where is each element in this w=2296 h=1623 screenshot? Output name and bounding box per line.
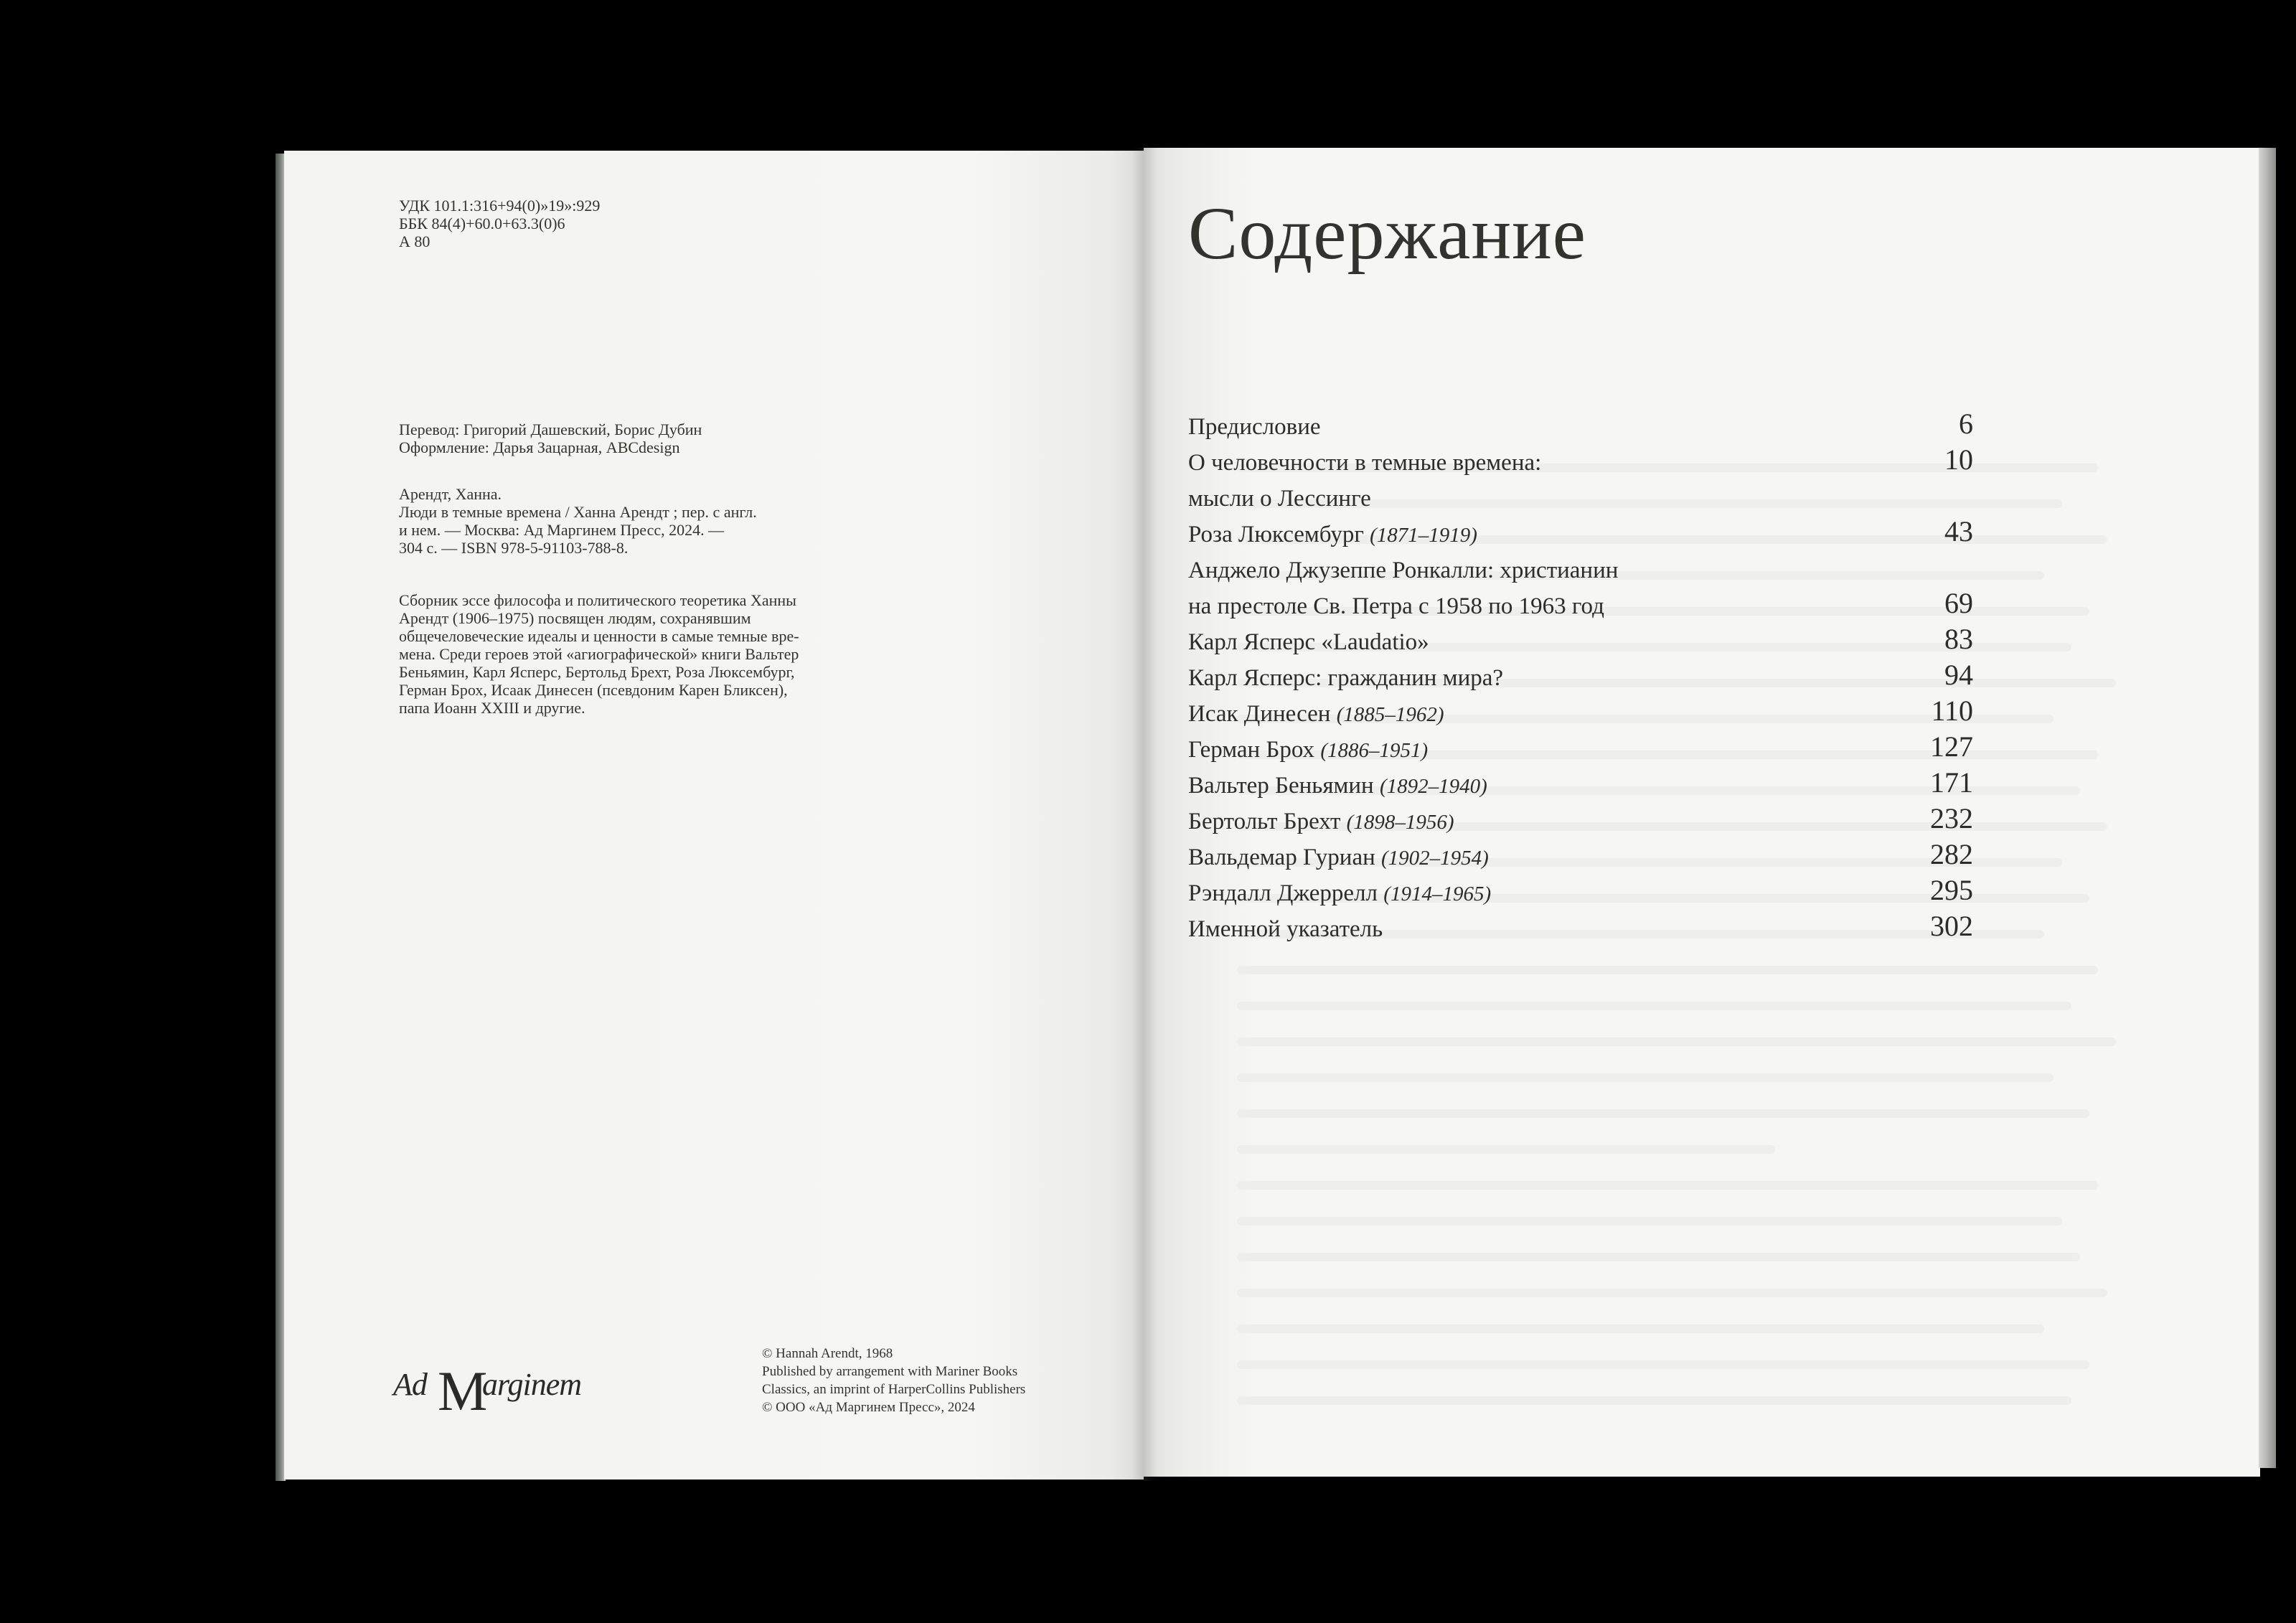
toc-entry xyxy=(1188,804,1973,839)
toc-entry-dates: (1886–1951) xyxy=(1320,739,1429,762)
biblio-line: 304 с. — ISBN 978-5-91103-788-8. xyxy=(399,539,629,557)
toc-entry-dates: (1902–1954) xyxy=(1381,847,1489,870)
toc-entry-title xyxy=(1188,911,1383,947)
publisher-logo xyxy=(393,1359,601,1422)
toc-entry xyxy=(1188,875,1973,911)
toc-entry-name: на престоле Св. Петра с 1958 по 1963 год xyxy=(1188,593,1604,619)
toc-entry-name: Карл Ясперс «Laudatio» xyxy=(1188,629,1429,655)
biblio-line: и нем. — Москва: Ад Маргинем Пресс, 2024. — xyxy=(399,521,725,539)
toc-entry-name: Анджело Джузеппе Ронкалли: христианин xyxy=(1188,558,1619,583)
toc-entry-name: О человечности в темные времена: xyxy=(1188,450,1542,476)
toc-entry xyxy=(1188,768,1973,804)
credits-line: Перевод: Григорий Дашевский, Борис Дубин xyxy=(399,420,702,438)
copyright-line: © Hannah Arendt, 1968 xyxy=(762,1346,893,1361)
classification-line: А 80 xyxy=(399,232,430,250)
logo-rest: arginem xyxy=(482,1367,582,1402)
toc-entry-title xyxy=(1188,445,1541,481)
toc-entry-name: Предисловие xyxy=(1188,414,1321,440)
toc-entry xyxy=(1188,732,1973,768)
toc-entry-name: Вальтер Беньямин xyxy=(1188,773,1380,799)
annotation-line: мена. Среди героев этой «агиографической» книги Вальтер xyxy=(399,645,799,663)
toc-entry-title xyxy=(1188,552,1618,588)
toc-entry-title xyxy=(1188,839,1489,876)
toc-entry-title xyxy=(1188,732,1428,768)
toc-entry-title xyxy=(1188,409,1321,445)
toc-entry xyxy=(1188,624,1973,660)
annotation-line: Беньямин, Карл Ясперс, Бертольд Брехт, Роза Люксембург, xyxy=(399,663,795,681)
logo-ad: Ad xyxy=(393,1367,427,1402)
toc-entry-page-number: 282 xyxy=(1930,838,1973,870)
toc-entry-name: Рэндалл Джеррелл xyxy=(1188,880,1384,906)
toc-entry-title xyxy=(1188,481,1371,517)
toc-entry xyxy=(1188,588,1973,624)
toc-entry-title xyxy=(1188,624,1429,660)
toc-entry-name: Вальдемар Гуриан xyxy=(1188,845,1381,870)
toc-entry-title xyxy=(1188,768,1487,804)
toc-entry-page-number: 10 xyxy=(1944,443,1973,476)
toc-entry-page-number: 302 xyxy=(1930,910,1973,942)
toc-entry-name: Карл Ясперс: гражданин мира? xyxy=(1188,665,1504,691)
toc-entry-name: Исак Динесен xyxy=(1188,701,1337,727)
toc-entry xyxy=(1188,552,1973,588)
credits-line: Оформление: Дарья Зацарная, ABCdesign xyxy=(399,438,680,456)
left-page xyxy=(284,151,1144,1479)
toc-entry-dates: (1914–1965) xyxy=(1383,883,1492,905)
classification-line: ББК 84(4)+60.0+63.3(0)6 xyxy=(399,215,565,232)
toc-entry-page-number: 83 xyxy=(1944,623,1973,655)
toc-entry-title xyxy=(1188,804,1454,840)
credits-block xyxy=(399,420,702,456)
toc-entry-name: Герман Брох xyxy=(1188,737,1321,763)
toc-entry xyxy=(1188,660,1973,696)
toc-entry-page-number: 295 xyxy=(1930,874,1973,906)
toc-entry-page-number: 171 xyxy=(1930,766,1973,799)
toc-entry xyxy=(1188,445,1973,481)
toc-entry xyxy=(1188,911,1973,947)
toc-entry xyxy=(1188,696,1973,732)
toc-entry-name: Бертольт Брехт xyxy=(1188,809,1347,834)
book-gutter xyxy=(1132,148,1157,1481)
toc-entry-dates: (1898–1956) xyxy=(1346,811,1454,834)
toc-entry-page-number: 43 xyxy=(1944,515,1973,547)
annotation-line: Сборник эссе философа и политического теоретика Ханны xyxy=(399,591,796,609)
table-of-contents xyxy=(1188,409,1973,947)
toc-entry-page-number: 232 xyxy=(1930,802,1973,834)
toc-entry xyxy=(1188,839,1973,875)
annotation-line: Арендт (1906–1975) посвящен людям, сохранявшим xyxy=(399,609,751,627)
toc-entry xyxy=(1188,409,1973,445)
toc-entry-dates: (1871–1919) xyxy=(1370,524,1477,547)
book-edge-right xyxy=(2259,148,2276,1468)
toc-entry-title xyxy=(1188,588,1604,624)
toc-entry-dates: (1885–1962) xyxy=(1336,703,1444,726)
toc-entry xyxy=(1188,517,1973,552)
toc-entry-page-number: 94 xyxy=(1944,659,1973,691)
classification-line: УДК 101.1:316+94(0)»19»:929 xyxy=(399,197,601,215)
annotation-line: общечеловеческие идеалы и ценности в самые темные вре- xyxy=(399,627,799,645)
toc-entry-page-number: 69 xyxy=(1944,587,1973,619)
toc-entry-title xyxy=(1188,660,1503,696)
bibliographic-record xyxy=(399,485,757,557)
right-page xyxy=(1144,148,2260,1477)
toc-entry-title xyxy=(1188,517,1477,553)
copyright-block xyxy=(762,1345,1025,1416)
toc-entry-title xyxy=(1188,875,1491,912)
annotation-line: Герман Брох, Исаак Динесен (псевдоним Карен Бликсен), xyxy=(399,681,788,699)
toc-entry-page-number: 127 xyxy=(1930,730,1973,763)
classification-codes xyxy=(399,197,600,250)
toc-entry-title xyxy=(1188,696,1444,733)
toc-entry-page-number: 110 xyxy=(1931,695,1973,727)
annotation-line: папа Иоанн XXIII и другие. xyxy=(399,699,585,717)
toc-entry-name: мысли о Лессинге xyxy=(1188,486,1371,512)
copyright-line: © ООО «Ад Маргинем Пресс», 2024 xyxy=(762,1400,975,1415)
toc-entry-page-number: 6 xyxy=(1959,408,1973,440)
toc-entry xyxy=(1188,481,1973,517)
page-title: Содержание xyxy=(1188,192,1586,275)
toc-entry-dates: (1892–1940) xyxy=(1379,775,1487,798)
copyright-line: Published by arrangement with Mariner Books xyxy=(762,1364,1018,1379)
toc-entry-name: Роза Люксембург xyxy=(1188,522,1370,547)
logo-m: M xyxy=(438,1360,488,1422)
toc-entry-name: Именной указатель xyxy=(1188,916,1383,942)
annotation-block xyxy=(399,591,799,717)
biblio-line: Люди в темные времена / Ханна Арендт ; пер. с англ. xyxy=(399,503,757,521)
biblio-line: Арендт, Ханна. xyxy=(399,485,502,503)
copyright-line: Classics, an imprint of HarperCollins Publishers xyxy=(762,1382,1026,1397)
